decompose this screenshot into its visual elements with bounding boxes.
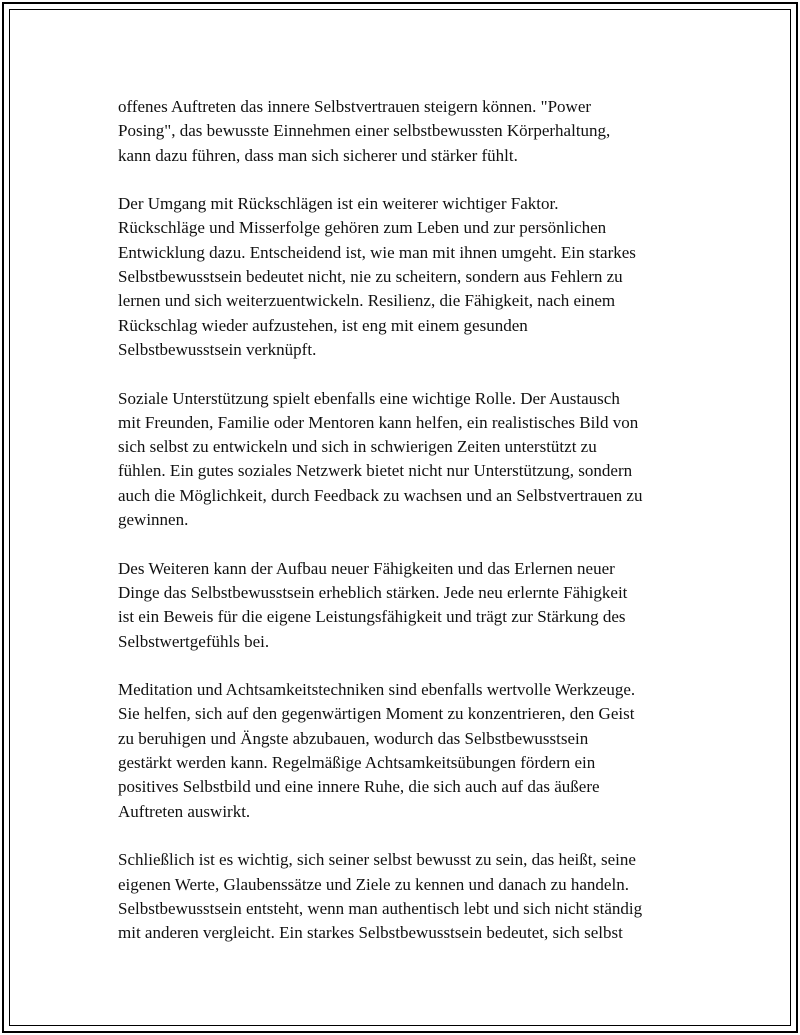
text-line: Auftreten auswirkt.	[118, 801, 251, 821]
paragraph-selbst-bewusst	[118, 848, 698, 945]
text-line: fühlen. Ein gutes soziales Netzwerk bietet nicht nur Unterstützung, sondern	[118, 461, 633, 481]
text-line: ist ein Beweis für die eigene Leistungsfähigkeit und trägt zur Stärkung des	[118, 607, 626, 627]
text-line: Soziale Unterstützung spielt ebenfalls eine wichtige Rolle. Der Austausch	[118, 388, 620, 408]
text-line: Sie helfen, sich auf den gegenwärtigen Moment zu konzentrieren, den Geist	[118, 704, 635, 724]
text-line: eigenen Werte, Glaubenssätze und Ziele zu kennen und danach zu handeln.	[118, 874, 629, 894]
text-line: gestärkt werden kann. Regelmäßige Achtsamkeitsübungen fördern ein	[118, 753, 596, 773]
paragraph-meditation	[118, 678, 698, 824]
text-line: sich selbst zu entwickeln und sich in schwierigen Zeiten unterstützt zu	[118, 437, 597, 457]
text-line: Schließlich ist es wichtig, sich seiner selbst bewusst zu sein, das heißt, seine	[118, 850, 636, 870]
text-line: Selbstbewusstsein entsteht, wenn man authentisch lebt und sich nicht ständig	[118, 898, 643, 918]
text-line: Selbstbewusstsein bedeutet nicht, nie zu scheitern, sondern aus Fehlern zu	[118, 267, 623, 287]
text-line: Entwicklung dazu. Entscheidend ist, wie man mit ihnen umgeht. Ein starkes	[118, 242, 636, 262]
text-line: positives Selbstbild und eine innere Ruhe, die sich auch auf das äußere	[118, 777, 600, 797]
text-line: Selbstbewusstsein verknüpft.	[118, 339, 317, 359]
text-line: zu beruhigen und Ängste abzubauen, wodurch das Selbstbewusstsein	[118, 728, 589, 748]
text-line: Rückschlag wieder aufzustehen, ist eng mit einem gesunden	[118, 315, 528, 335]
text-line: Posing", das bewusste Einnehmen einer selbstbewussten Körperhaltung,	[118, 121, 611, 141]
text-line: mit anderen vergleicht. Ein starkes Selbstbewusstsein bedeutet, sich selbst	[118, 923, 623, 943]
text-line: auch die Möglichkeit, durch Feedback zu wachsen und an Selbstvertrauen zu	[118, 485, 643, 505]
text-line: Rückschläge und Misserfolge gehören zum Leben und zur persönlichen	[118, 218, 607, 238]
paragraph-soziale-unterstuetzung	[118, 387, 698, 533]
text-line: offenes Auftreten das innere Selbstvertrauen steigern können. "Power	[118, 97, 592, 116]
document-body	[118, 95, 698, 970]
text-line: gewinnen.	[118, 510, 189, 530]
text-line: mit Freunden, Familie oder Mentoren kann helfen, ein realistisches Bild von	[118, 412, 639, 432]
text-line: Des Weiteren kann der Aufbau neuer Fähigkeiten und das Erlernen neuer	[118, 558, 615, 578]
text-line: Dinge das Selbstbewusstsein erheblich stärken. Jede neu erlernte Fähigkeit	[118, 582, 628, 602]
text-line: Der Umgang mit Rückschlägen ist ein weiterer wichtiger Faktor.	[118, 194, 559, 214]
paragraph-faehigkeiten	[118, 557, 698, 654]
text-line: Selbstwertgefühls bei.	[118, 631, 270, 651]
paragraph-rueckschlaege	[118, 192, 698, 362]
text-line: Meditation und Achtsamkeitstechniken sind ebenfalls wertvolle Werkzeuge.	[118, 680, 636, 700]
text-line: lernen und sich weiterzuentwickeln. Resilienz, die Fähigkeit, nach einem	[118, 291, 616, 311]
paragraph-power-posing	[118, 95, 698, 168]
text-line: kann dazu führen, dass man sich sicherer und stärker fühlt.	[118, 145, 518, 165]
